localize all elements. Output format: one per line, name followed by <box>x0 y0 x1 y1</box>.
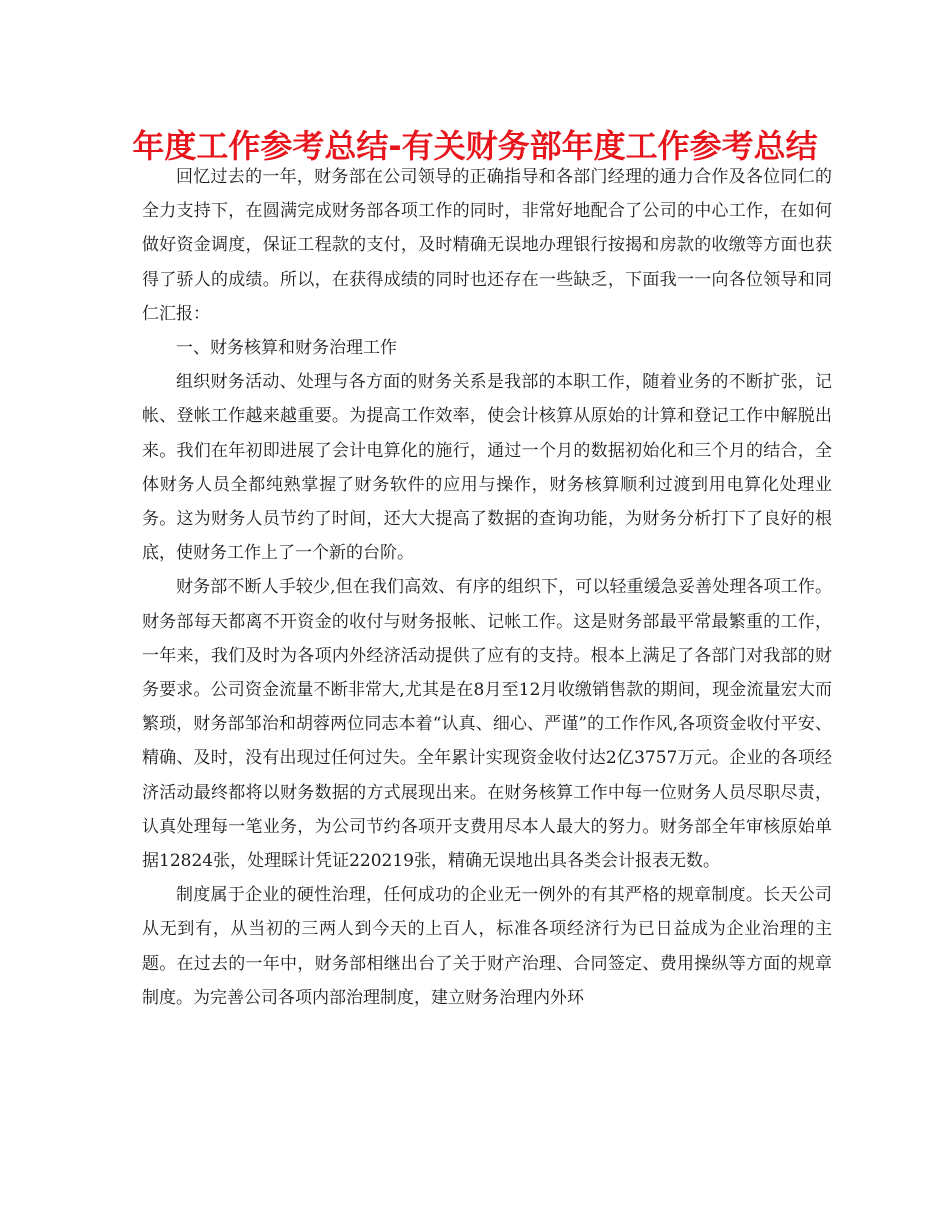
paragraph-intro: 回忆过去的一年，财务部在公司领导的正确指导和各部门经理的通力合作及各位同仁的全力支持下，在圆满完成财务部各项工作的同时，非常好地配合了公司的中心工作，在如何做好资金调度，保证工程款的支付，及时精确无误地办理银行按揭和房款的收缴等方面也获得了骄人的成绩。所以，在获得成绩的同时也还存在一些缺乏，下面我一一向各位领导和同仁汇报： <box>142 167 832 324</box>
section-heading: 一、财务核算和财务治理工作 <box>176 338 397 359</box>
document-title: 年度工作参考总结-有关财务部年度工作参考总结 <box>132 127 818 165</box>
paragraph-regulations: 制度属于企业的硬性治理，任何成功的企业无一例外的有其严格的规章制度。长天公司从无到有，从当初的三两人到今天的上百人，标准各项经济行为已日益成为企业治理的主题。在过去的一年中，财务部相继出台了关于财产治理、合同签定、费用操纵等方面的规章制度。为完善公司各项内部治理制度，建立财务治理内外环 <box>142 885 832 1008</box>
paragraph-staffing: 财务部不断人手较少,但在我们高效、有序的组织下，可以轻重缓急妥善处理各项工作。财务部每天都离不开资金的收付与财务报帐、记帐工作。这是财务部最平常最繁重的工作，一年来，我们及时为各项内外经济活动提供了应有的支持。根本上满足了各部门对我部的财务要求。公司资金流量不断非常大,尤其是在8月至12月收缴销售款的期间，现金流量宏大而繁琐，财务部邹治和胡蓉两位同志本着“认真、细心、严谨”的工作作风,各项资金收付平安、精确、及时，没有出现过任何过失。全年累计实现资金收付达2亿3757万元。企业的各项经济活动最终都将以财务数据的方式展现出来。在财务核算工作中每一位财务人员尽职尽责，认真处理每一笔业务，为公司节约各项开支费用尽本人最大的努力。财务部全年审核原始单据12824张，处理睬计凭证220219张，精确无误地出具各类会计报表无数。 <box>142 577 832 872</box>
paragraph-accounting: 组织财务活动、处理与各方面的财务关系是我部的本职工作，随着业务的不断扩张，记帐、登帐工作越来越重要。为提高工作效率，使会计核算从原始的计算和登记工作中解脱出来。我们在年初即进展了会计电算化的施行，通过一个月的数据初始化和三个月的结合，全体财务人员全都纯熟掌握了财务软件的应用与操作，财务核算顺利过渡到用电算化处理业务。这为财务人员节约了时间，还大大提高了数据的查询功能，为财务分析打下了良好的根底，使财务工作上了一个新的台阶。 <box>142 372 832 564</box>
document-body <box>142 160 832 1015</box>
